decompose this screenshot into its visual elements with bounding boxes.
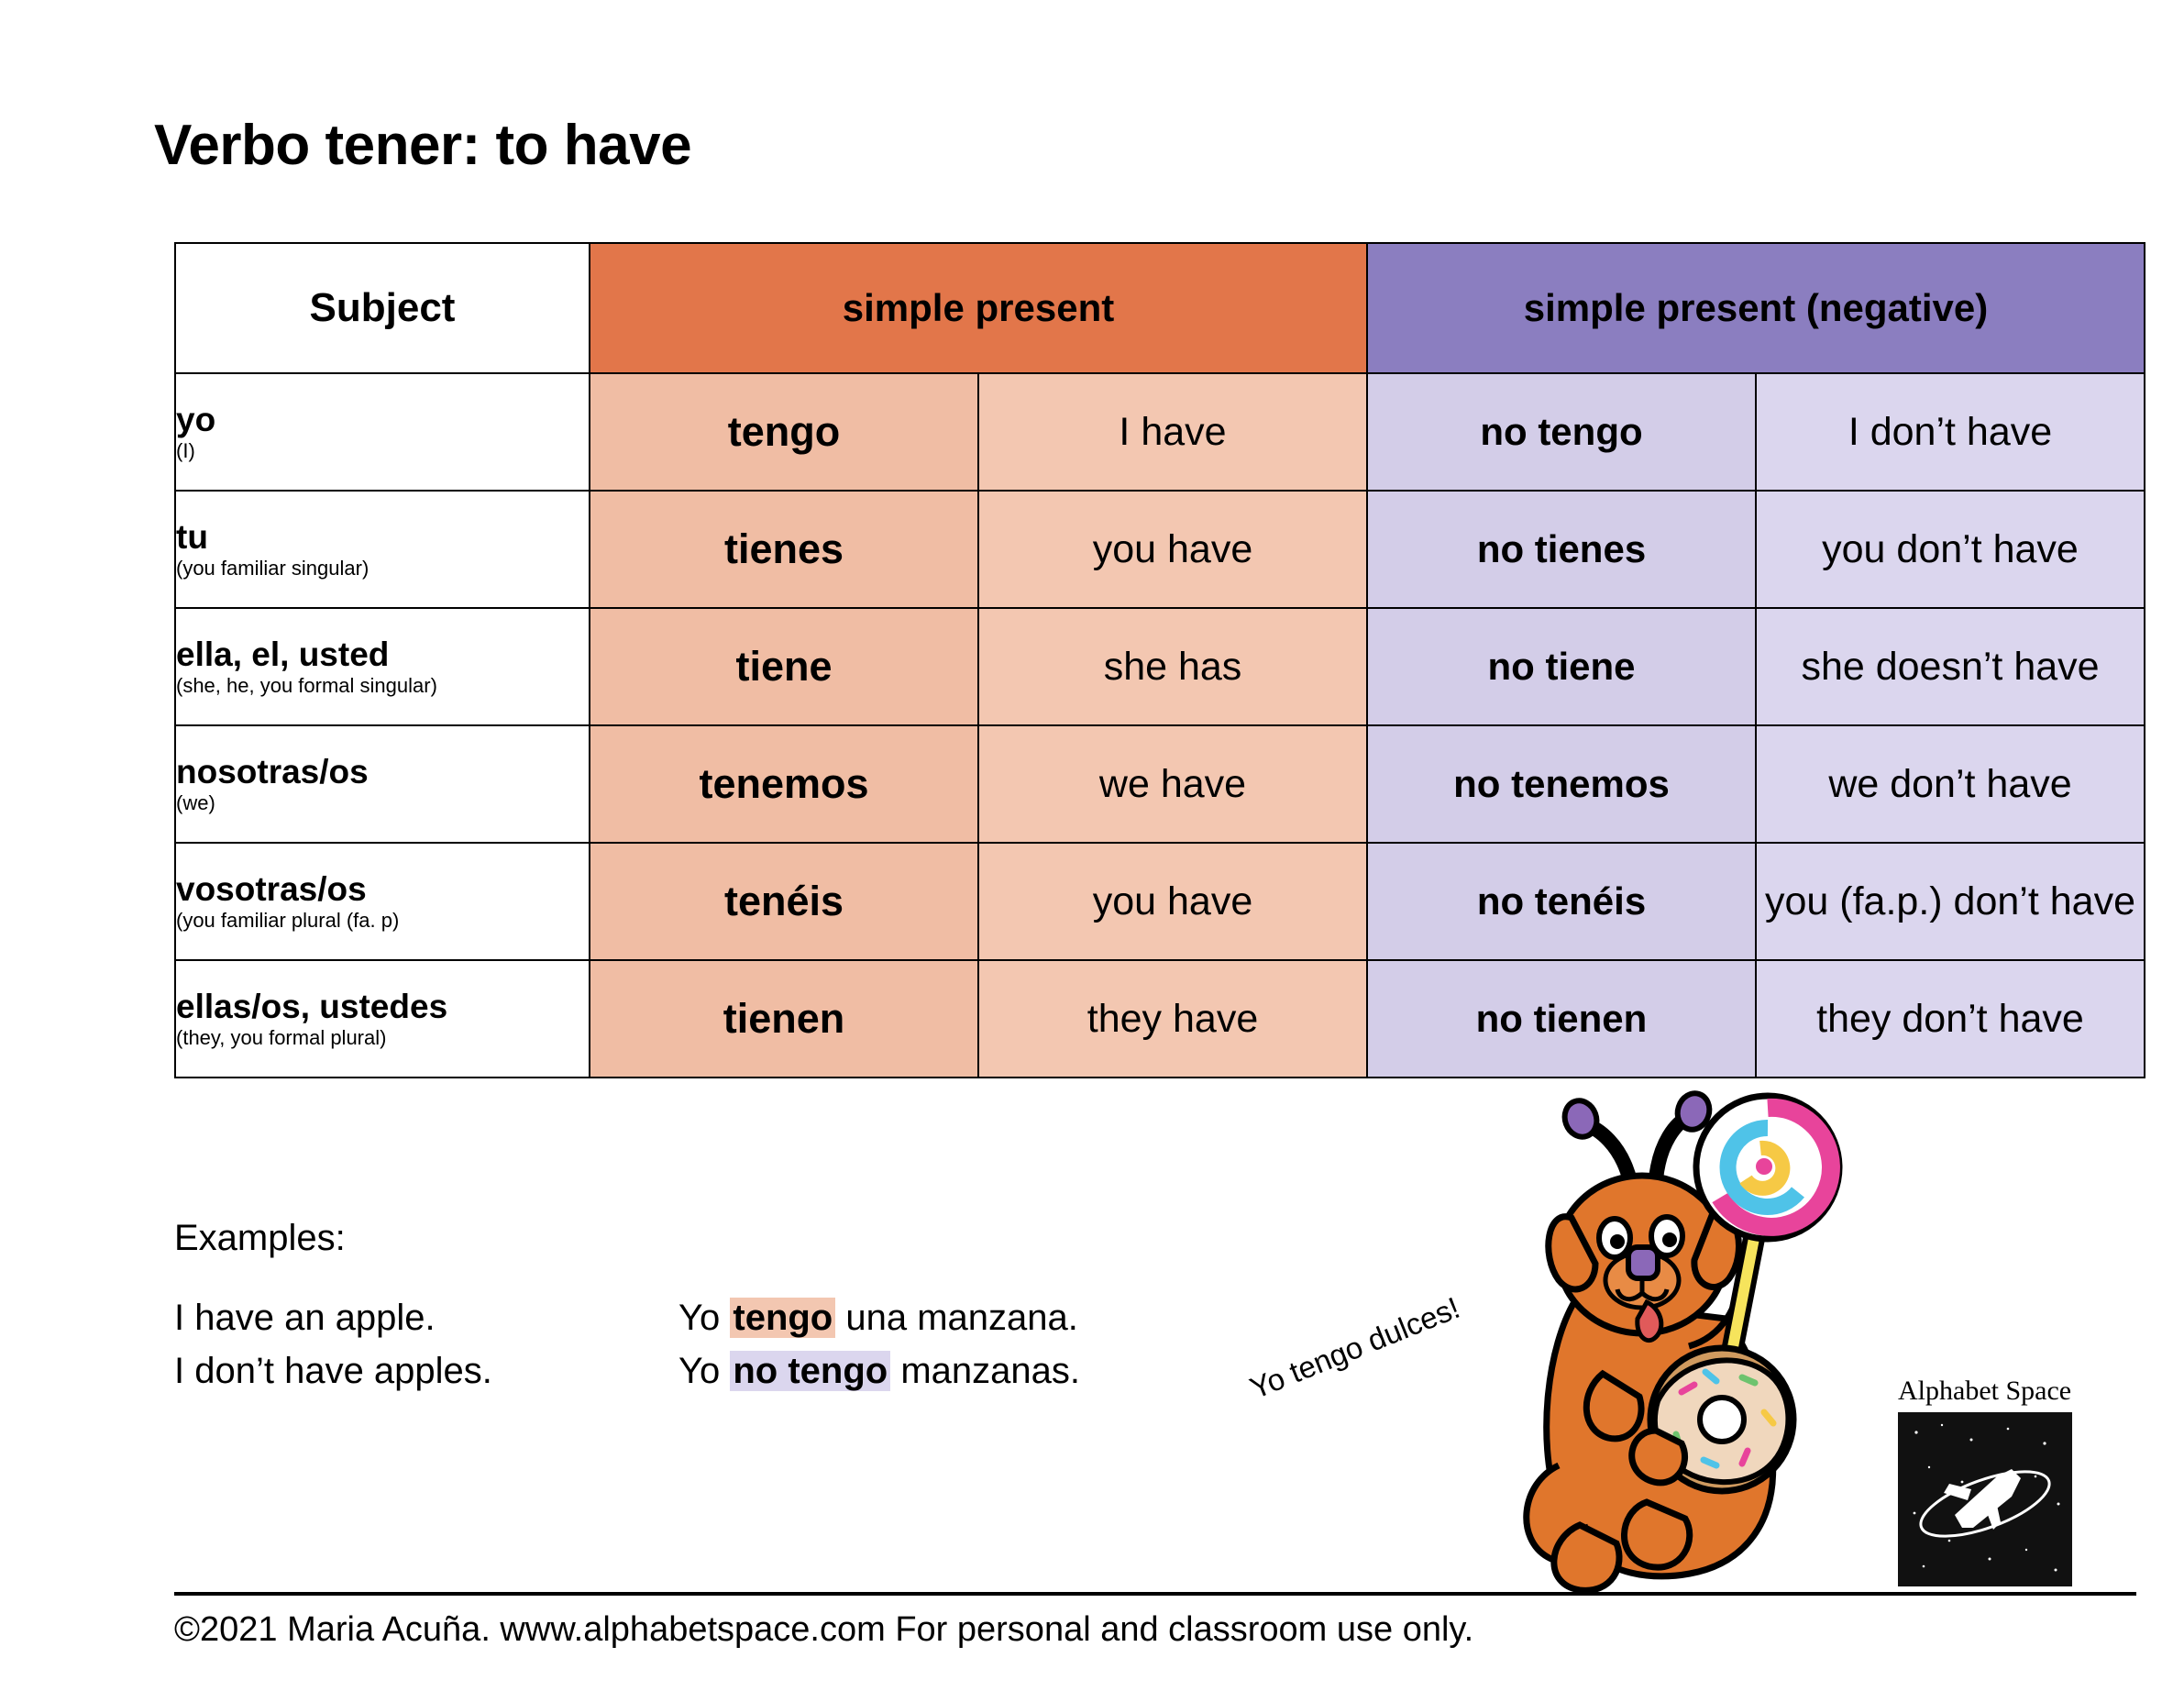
table-row xyxy=(175,725,2145,843)
footer-divider xyxy=(174,1592,2136,1596)
example-spanish-1-before: Yo xyxy=(678,1298,731,1338)
verb-positive: tienes xyxy=(590,491,978,608)
example-spanish-1-after: una manzana. xyxy=(835,1298,1078,1338)
worksheet-sheet xyxy=(26,17,2158,1674)
table-row xyxy=(175,608,2145,725)
subject-cell xyxy=(175,373,590,491)
verb-negative: no tiene xyxy=(1367,608,1756,725)
header-simple-present-negative: simple present (negative) xyxy=(1367,243,2145,373)
examples-english-column xyxy=(174,1291,492,1398)
english-negative: you don’t have xyxy=(1756,491,2145,608)
verb-positive: tenemos xyxy=(590,725,978,843)
logo-mark xyxy=(1898,1412,2072,1586)
english-negative: she doesn’t have xyxy=(1756,608,2145,725)
english-negative: they don’t have xyxy=(1756,960,2145,1078)
verb-positive: tengo xyxy=(590,373,978,491)
example-spanish-2-highlight: no tengo xyxy=(730,1351,890,1391)
table-row xyxy=(175,960,2145,1078)
subject-cell xyxy=(175,608,590,725)
subject-cell xyxy=(175,843,590,960)
subject-translation: (I) xyxy=(176,438,195,462)
header-subject: Subject xyxy=(175,243,590,373)
subject-main: vosotras/os xyxy=(176,869,367,908)
subject-translation: (she, he, you formal singular) xyxy=(176,673,437,697)
subject-cell xyxy=(175,491,590,608)
subject-main: ella, el, usted xyxy=(176,635,390,673)
header-simple-present: simple present xyxy=(590,243,1367,373)
verb-positive: tienen xyxy=(590,960,978,1078)
example-spanish-1 xyxy=(678,1291,1080,1344)
example-spanish-2 xyxy=(678,1344,1080,1398)
conjugation-table xyxy=(174,242,2145,1078)
subject-main: tu xyxy=(176,517,208,556)
english-positive: I have xyxy=(978,373,1367,491)
english-positive: she has xyxy=(978,608,1367,725)
subject-translation: (you familiar plural (fa. p) xyxy=(176,908,400,932)
example-spanish-1-highlight: tengo xyxy=(730,1298,835,1338)
example-spanish-2-after: manzanas. xyxy=(890,1351,1081,1391)
logo-label: Alphabet Space xyxy=(1898,1376,2072,1406)
examples-label: Examples: xyxy=(174,1218,346,1258)
english-positive: you have xyxy=(978,491,1367,608)
verb-negative: no tenéis xyxy=(1367,843,1756,960)
table-row xyxy=(175,491,2145,608)
english-negative: I don’t have xyxy=(1756,373,2145,491)
english-positive: they have xyxy=(978,960,1367,1078)
subject-main: yo xyxy=(176,400,216,438)
english-positive: you have xyxy=(978,843,1367,960)
example-spanish-2-before: Yo xyxy=(678,1351,731,1391)
verb-negative: no tienen xyxy=(1367,960,1756,1078)
verb-negative: no tengo xyxy=(1367,373,1756,491)
english-negative: you (fa.p.) don’t have xyxy=(1756,843,2145,960)
english-negative: we don’t have xyxy=(1756,725,2145,843)
example-english-1: I have an apple. xyxy=(174,1298,436,1338)
page-title: Verbo tener: to have xyxy=(154,114,692,177)
verb-negative: no tienes xyxy=(1367,491,1756,608)
brand-logo xyxy=(1898,1376,2090,1586)
subject-cell xyxy=(175,725,590,843)
table-row xyxy=(175,843,2145,960)
english-positive: we have xyxy=(978,725,1367,843)
subject-cell xyxy=(175,960,590,1078)
example-english-2: I don’t have apples. xyxy=(174,1351,492,1391)
subject-translation: (you familiar singular) xyxy=(176,556,370,580)
table-row xyxy=(175,373,2145,491)
verb-negative: no tenemos xyxy=(1367,725,1756,843)
examples-spanish-column xyxy=(678,1291,1080,1398)
table-header-row xyxy=(175,243,2145,373)
footer-copyright: ©2021 Maria Acuña. www.alphabetspace.com For personal and classroom use only. xyxy=(174,1610,1474,1649)
subject-translation: (we) xyxy=(176,790,215,814)
mascot-speech-text: Yo tengo dulces! xyxy=(1245,1290,1464,1406)
subject-main: ellas/os, ustedes xyxy=(176,987,448,1025)
verb-positive: tiene xyxy=(590,608,978,725)
subject-main: nosotras/os xyxy=(176,752,369,790)
verb-positive: tenéis xyxy=(590,843,978,960)
subject-translation: (they, you formal plural) xyxy=(176,1025,387,1049)
